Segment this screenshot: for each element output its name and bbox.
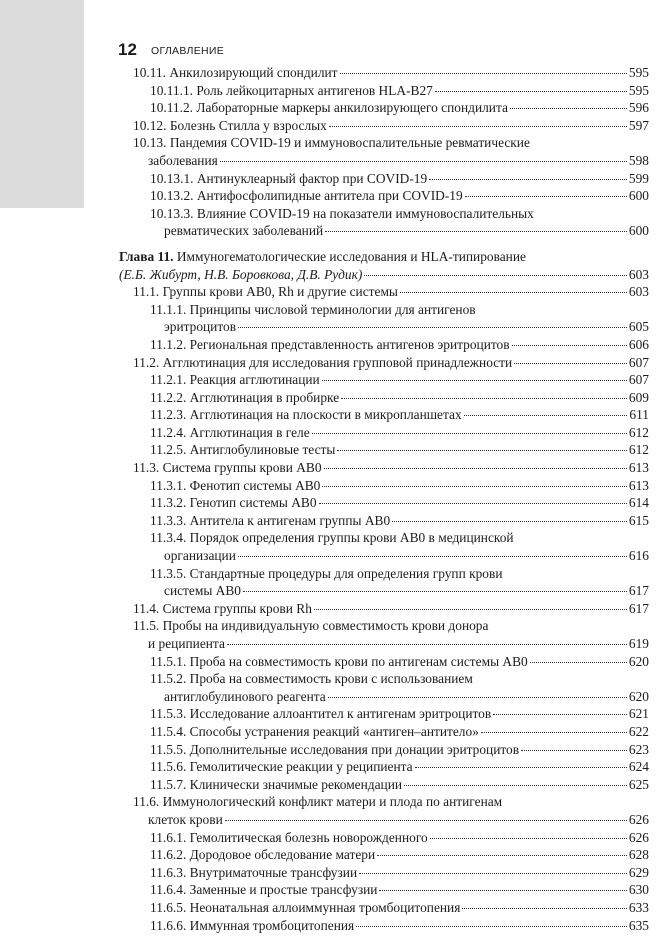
toc-entry-title: Иммуногематологические исследования и HLA-типирование [173,248,526,264]
dot-leader [429,179,627,180]
toc-page-number: 605 [628,319,649,335]
dot-leader [314,609,627,610]
toc-entry[interactable] [0,917,668,935]
toc-entry[interactable] [0,758,668,776]
toc-entry[interactable] [0,512,668,530]
toc-entry[interactable] [0,389,668,407]
toc-page-number: 617 [628,583,649,599]
toc-entry[interactable] [0,459,668,477]
toc-page-number: 616 [628,548,649,564]
toc-entry[interactable] [0,617,668,652]
toc-entry[interactable] [0,371,668,389]
dot-leader [238,327,627,328]
toc-page-number: 595 [628,65,649,80]
toc-entry-title: 11.3.3. Антитела к антигенам группы AB0 [150,512,391,528]
dot-leader [481,732,627,733]
toc-entry-title: заболевания [148,152,218,168]
toc-entry[interactable] [0,600,668,618]
dot-leader [493,714,627,715]
toc-page-number: 624 [628,759,649,775]
toc-entry-title: 11.6.2. Дородовое обследование матери [150,847,376,863]
table-of-contents [0,64,668,934]
toc-entry[interactable] [0,881,668,899]
toc-entry-title: 11.3.2. Генотип системы AB0 [150,495,317,511]
toc-entry[interactable] [0,187,668,205]
dot-leader [220,161,627,162]
toc-entry-title: 10.11.2. Лабораторные маркеры анкилозирующего спондилита [150,100,508,116]
toc-page-number: 595 [628,82,649,98]
toc-entry[interactable] [0,829,668,847]
toc-page-number: 612 [628,442,649,458]
dot-leader [225,820,627,821]
toc-entry[interactable] [0,776,668,794]
toc-page-number: 623 [628,741,649,757]
toc-entry[interactable] [0,117,668,135]
dot-leader [324,468,627,469]
dot-leader [435,91,627,92]
toc-entry-title: 11.6. Иммунологический конфликт матери и плода по антигенам [133,794,503,810]
toc-entry[interactable] [0,899,668,917]
toc-entry-title: 11.6.3. Внутриматочные трансфузии [150,864,358,880]
toc-entry[interactable] [0,477,668,495]
toc-page-number: 626 [628,829,649,845]
dot-leader [322,380,627,381]
toc-page-number: 635 [628,917,649,933]
toc-page-number: 611 [629,407,649,423]
toc-page-number: 612 [628,424,649,440]
toc-entry[interactable] [0,793,668,828]
toc-entry[interactable] [0,529,668,564]
toc-page-number: 620 [628,653,649,669]
toc-page-number: 600 [628,188,649,204]
toc-entry-title: 11.6.5. Неонатальная аллоиммунная тромбоцитопения [150,899,461,915]
toc-entry-title: ревматических заболеваний [164,223,324,239]
toc-entry-title: 11.3. Система группы крови AB0 [133,460,322,476]
toc-page-number: 626 [628,811,649,827]
toc-page-number: 625 [628,776,649,792]
toc-entry-title: 11.5.2. Проба на совместимость крови с использованием [150,671,473,687]
toc-entry-title: 11.1.2. Региональная представленность антигенов эритроцитов [150,336,510,352]
toc-entry-title: 11.4. Система группы крови Rh [133,600,312,616]
toc-page-number: 598 [628,152,649,168]
toc-page-number: 600 [628,223,649,239]
toc-entry[interactable] [0,406,668,424]
dot-leader [359,873,627,874]
toc-entry[interactable] [0,705,668,723]
dot-leader [462,908,627,909]
toc-entry-title: 11.5.3. Исследование аллоантител к антигенам эритроцитов [150,706,492,722]
toc-entry-title: 11.2.1. Реакция агглютинации [150,372,320,388]
dot-leader [379,890,626,891]
dot-leader [465,196,627,197]
toc-entry[interactable] [0,424,668,442]
toc-entry-title: 11.2.2. Агглютинация в пробирке [150,389,340,405]
toc-page-number: 607 [628,372,649,388]
toc-entry[interactable] [0,741,668,759]
toc-page-number: 596 [628,100,649,116]
dot-leader [512,345,627,346]
toc-entry-title: эритроцитов [164,319,237,335]
dot-leader [430,838,627,839]
toc-entry[interactable] [0,441,668,459]
dot-leader [514,363,627,364]
toc-page-number: 619 [628,636,649,651]
toc-entry[interactable] [0,336,668,354]
dot-leader [337,450,627,451]
dot-leader [238,556,627,557]
toc-entry-title: 11.5.7. Клинически значимые рекомендации [150,776,403,792]
dot-leader [329,126,627,127]
toc-page-number: 614 [628,495,649,511]
page-number: 12 [118,40,137,59]
dot-leader [464,415,628,416]
toc-entry[interactable] [0,846,668,864]
toc-entry[interactable] [0,64,668,82]
toc-entry[interactable] [0,864,668,882]
dot-leader [377,855,627,856]
toc-entry[interactable] [0,670,668,705]
toc-entry-title: 10.12. Болезнь Стилла у взрослых [133,117,327,133]
toc-page-number: 629 [628,864,649,880]
dot-leader [356,926,627,927]
dot-leader [400,292,627,293]
toc-entry[interactable] [0,653,668,671]
toc-entry-title: 10.11. Анкилозирующий спондилит [133,65,338,80]
toc-entry-title: антиглобулинового реагента [164,688,326,704]
toc-page-number: 617 [628,600,649,616]
toc-entry-title: 11.5.5. Дополнительные исследования при донации эритроцитов [150,741,520,757]
toc-page-number: 633 [628,899,649,915]
toc-entry[interactable] [0,723,668,741]
toc-page-number: 622 [628,723,649,739]
toc-page-number: 628 [628,847,649,863]
chapter-authors: (Е.Б. Жибурт, Н.В. Боровкова, Д.В. Рудик) [119,266,363,282]
dot-leader [392,521,627,522]
toc-page-number: 615 [628,512,649,528]
toc-entry[interactable] [0,354,668,372]
toc-page-number: 613 [628,477,649,493]
toc-entry-title: 11.5.4. Способы устранения реакций «антиген–антитело» [150,723,479,739]
toc-entry[interactable] [0,99,668,117]
dot-leader [312,433,627,434]
toc-entry[interactable] [0,82,668,100]
toc-entry-title: клеток крови [148,811,223,827]
chapter-label: Глава 11. [119,248,174,264]
toc-entry-title: и реципиента [148,636,225,651]
toc-chapter-entry[interactable] [0,248,668,283]
toc-page-number: 597 [628,117,649,133]
dot-leader [404,785,627,786]
dot-leader [530,662,627,663]
toc-entry-title: 11.6.1. Гемолитическая болезнь новорожденного [150,829,428,845]
running-head: ОГЛАВЛЕНИЕ [151,45,225,57]
toc-entry-title: 11.2.4. Агглютинация в геле [150,424,310,440]
toc-page-number: 603 [628,266,649,282]
toc-entry-title: 11.1. Группы крови AB0, Rh и другие системы [133,284,398,300]
toc-page-number: 621 [628,706,649,722]
toc-page-number: 630 [628,882,649,898]
toc-entry-title: 10.13.1. Антинуклеарный фактор при COVID-19 [150,170,428,186]
toc-entry-title: 11.2.5. Антиглобулиновые тесты [150,442,336,458]
toc-entry[interactable] [0,301,668,336]
toc-entry[interactable] [0,283,668,301]
toc-page-number: 599 [628,170,649,186]
toc-page-number: 613 [628,460,649,476]
toc-page-number: 609 [628,389,649,405]
toc-entry-title: 10.13.2. Антифосфолипидные антитела при COVID-19 [150,188,463,204]
dot-leader [328,697,627,698]
toc-page-number: 620 [628,688,649,704]
toc-entry[interactable] [0,494,668,512]
toc-entry-title: системы AB0 [164,583,241,599]
dot-leader [510,108,627,109]
toc-page-number: 603 [628,284,649,300]
dot-leader [319,503,627,504]
toc-entry-title: 11.3.4. Порядок определения группы крови AB0 в медицинской [150,530,514,546]
toc-entry-title: организации [164,548,236,564]
toc-entry-title: 11.5. Пробы на индивидуальную совместимость крови донора [133,618,489,634]
toc-entry[interactable] [0,205,668,240]
toc-entry[interactable] [0,565,668,600]
dot-leader [227,644,627,645]
dot-leader [243,591,627,592]
toc-page-number: 607 [628,354,649,370]
toc-entry[interactable] [0,134,668,169]
dot-leader [415,767,627,768]
dot-leader [341,398,627,399]
toc-entry[interactable] [0,170,668,188]
toc-entry-title: 10.11.1. Роль лейкоцитарных антигенов HLA-B27 [150,82,433,98]
toc-entry-title: 11.3.5. Стандартные процедуры для определения групп крови [150,565,503,581]
toc-entry-title: 11.6.6. Иммунная тромбоцитопения [150,917,355,933]
toc-entry-title: 11.2. Агглютинация для исследования групповой принадлежности [133,354,513,370]
dot-leader [364,275,627,276]
toc-entry-title: 11.5.6. Гемолитические реакции у реципиента [150,759,413,775]
dot-leader [325,231,627,232]
toc-entry-title: 11.6.4. Заменные и простые трансфузии [150,882,378,898]
toc-entry-title: 11.1.1. Принципы числовой терминологии для антигенов [150,301,476,317]
toc-entry-title: 11.3.1. Фенотип системы AB0 [150,477,321,493]
toc-entry-title: 10.13.3. Влияние COVID-19 на показатели иммуновоспалительных [150,205,534,221]
toc-entry-title: 10.13. Пандемия COVID-19 и иммуновоспалительные ревматические [133,135,530,151]
dot-leader [340,73,627,74]
toc-entry-title: 11.5.1. Проба на совместимость крови по антигенам системы AB0 [150,653,528,669]
dot-leader [322,486,627,487]
toc-entry-title: 11.2.3. Агглютинация на плоскости в микропланшетах [150,407,462,423]
toc-page-number: 606 [628,336,649,352]
dot-leader [521,750,627,751]
